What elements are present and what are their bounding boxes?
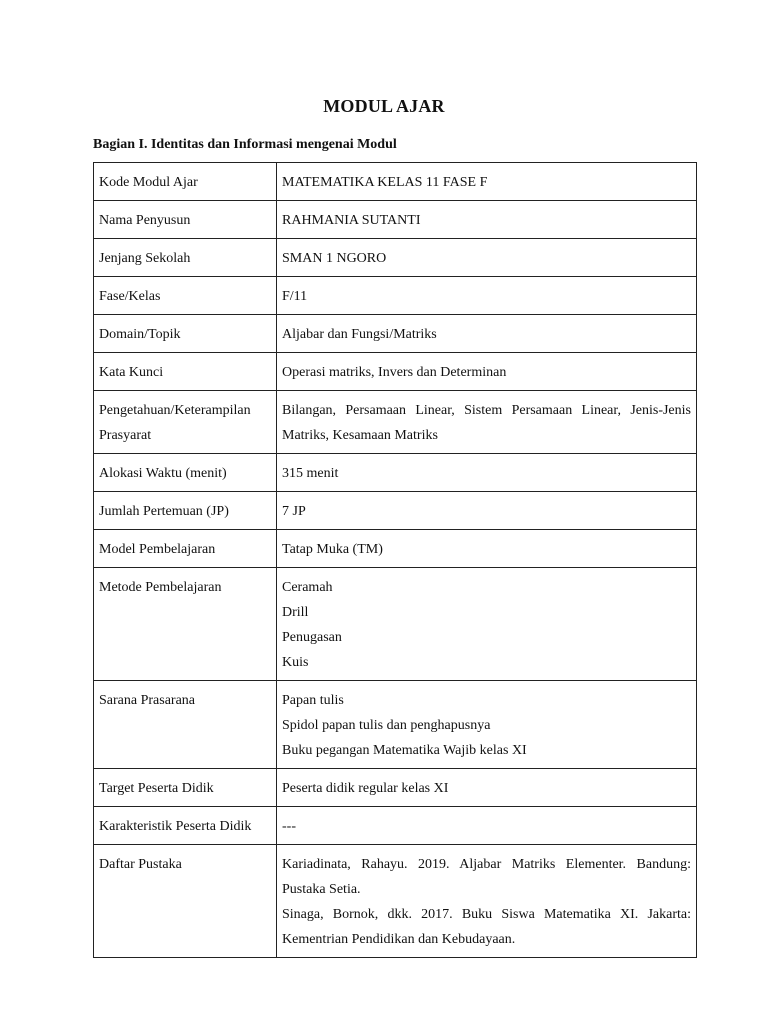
row-label: Nama Penyusun — [94, 201, 277, 239]
row-label: Sarana Prasarana — [94, 681, 277, 769]
row-value: RAHMANIA SUTANTI — [277, 201, 697, 239]
row-label: Target Peserta Didik — [94, 769, 277, 807]
table-row — [94, 845, 697, 958]
row-label: Karakteristik Peserta Didik — [94, 807, 277, 845]
table-row — [94, 492, 697, 530]
table-row — [94, 530, 697, 568]
row-value — [277, 845, 697, 958]
table-row — [94, 201, 697, 239]
row-value: 315 menit — [277, 454, 697, 492]
row-value: F/11 — [277, 277, 697, 315]
table-row — [94, 769, 697, 807]
module-info-table — [93, 162, 697, 958]
table-row — [94, 568, 697, 681]
table-row — [94, 454, 697, 492]
table-row — [94, 239, 697, 277]
row-label: Kata Kunci — [94, 353, 277, 391]
row-value: Operasi matriks, Invers dan Determinan — [277, 353, 697, 391]
list-item: Penugasan — [282, 630, 342, 645]
list-item: Buku pegangan Matematika Wajib kelas XI — [282, 743, 527, 758]
row-value: Bilangan, Persamaan Linear, Sistem Persamaan Linear, Jenis-Jenis Matriks, Kesamaan Matriks — [277, 391, 697, 454]
list-item: Drill — [282, 605, 309, 620]
list-item: Spidol papan tulis dan penghapusnya — [282, 718, 491, 733]
list-item: Sinaga, Bornok, dkk. 2017. Buku Siswa Matematika XI. Jakarta: Kementrian Pendidikan dan Kebudayaan. — [282, 907, 691, 947]
row-value — [277, 681, 697, 769]
table-row — [94, 163, 697, 201]
row-label: Domain/Topik — [94, 315, 277, 353]
list-item: Ceramah — [282, 580, 333, 595]
table-row — [94, 391, 697, 454]
row-value: 7 JP — [277, 492, 697, 530]
row-label: Daftar Pustaka — [94, 845, 277, 958]
row-value — [277, 568, 697, 681]
row-label: Kode Modul Ajar — [94, 163, 277, 201]
row-label: Metode Pembelajaran — [94, 568, 277, 681]
row-label: Model Pembelajaran — [94, 530, 277, 568]
table-row — [94, 277, 697, 315]
table-row — [94, 681, 697, 769]
table-row — [94, 315, 697, 353]
row-value: Aljabar dan Fungsi/Matriks — [277, 315, 697, 353]
row-label: Pengetahuan/Keterampilan Prasyarat — [94, 391, 277, 454]
page-title: MODUL AJAR — [323, 96, 445, 116]
list-item: Papan tulis — [282, 693, 344, 708]
list-item: Kariadinata, Rahayu. 2019. Aljabar Matriks Elementer. Bandung: Pustaka Setia. — [282, 857, 691, 897]
row-label: Fase/Kelas — [94, 277, 277, 315]
row-label: Alokasi Waktu (menit) — [94, 454, 277, 492]
row-label: Jenjang Sekolah — [94, 239, 277, 277]
table-row — [94, 353, 697, 391]
row-value: --- — [277, 807, 697, 845]
section-title: Bagian I. Identitas dan Informasi mengenai Modul — [93, 137, 397, 152]
row-value: Peserta didik regular kelas XI — [277, 769, 697, 807]
list-item: Kuis — [282, 655, 309, 670]
row-value: SMAN 1 NGORO — [277, 239, 697, 277]
table-row — [94, 807, 697, 845]
row-label: Jumlah Pertemuan (JP) — [94, 492, 277, 530]
row-value: Tatap Muka (TM) — [277, 530, 697, 568]
row-value: MATEMATIKA KELAS 11 FASE F — [277, 163, 697, 201]
